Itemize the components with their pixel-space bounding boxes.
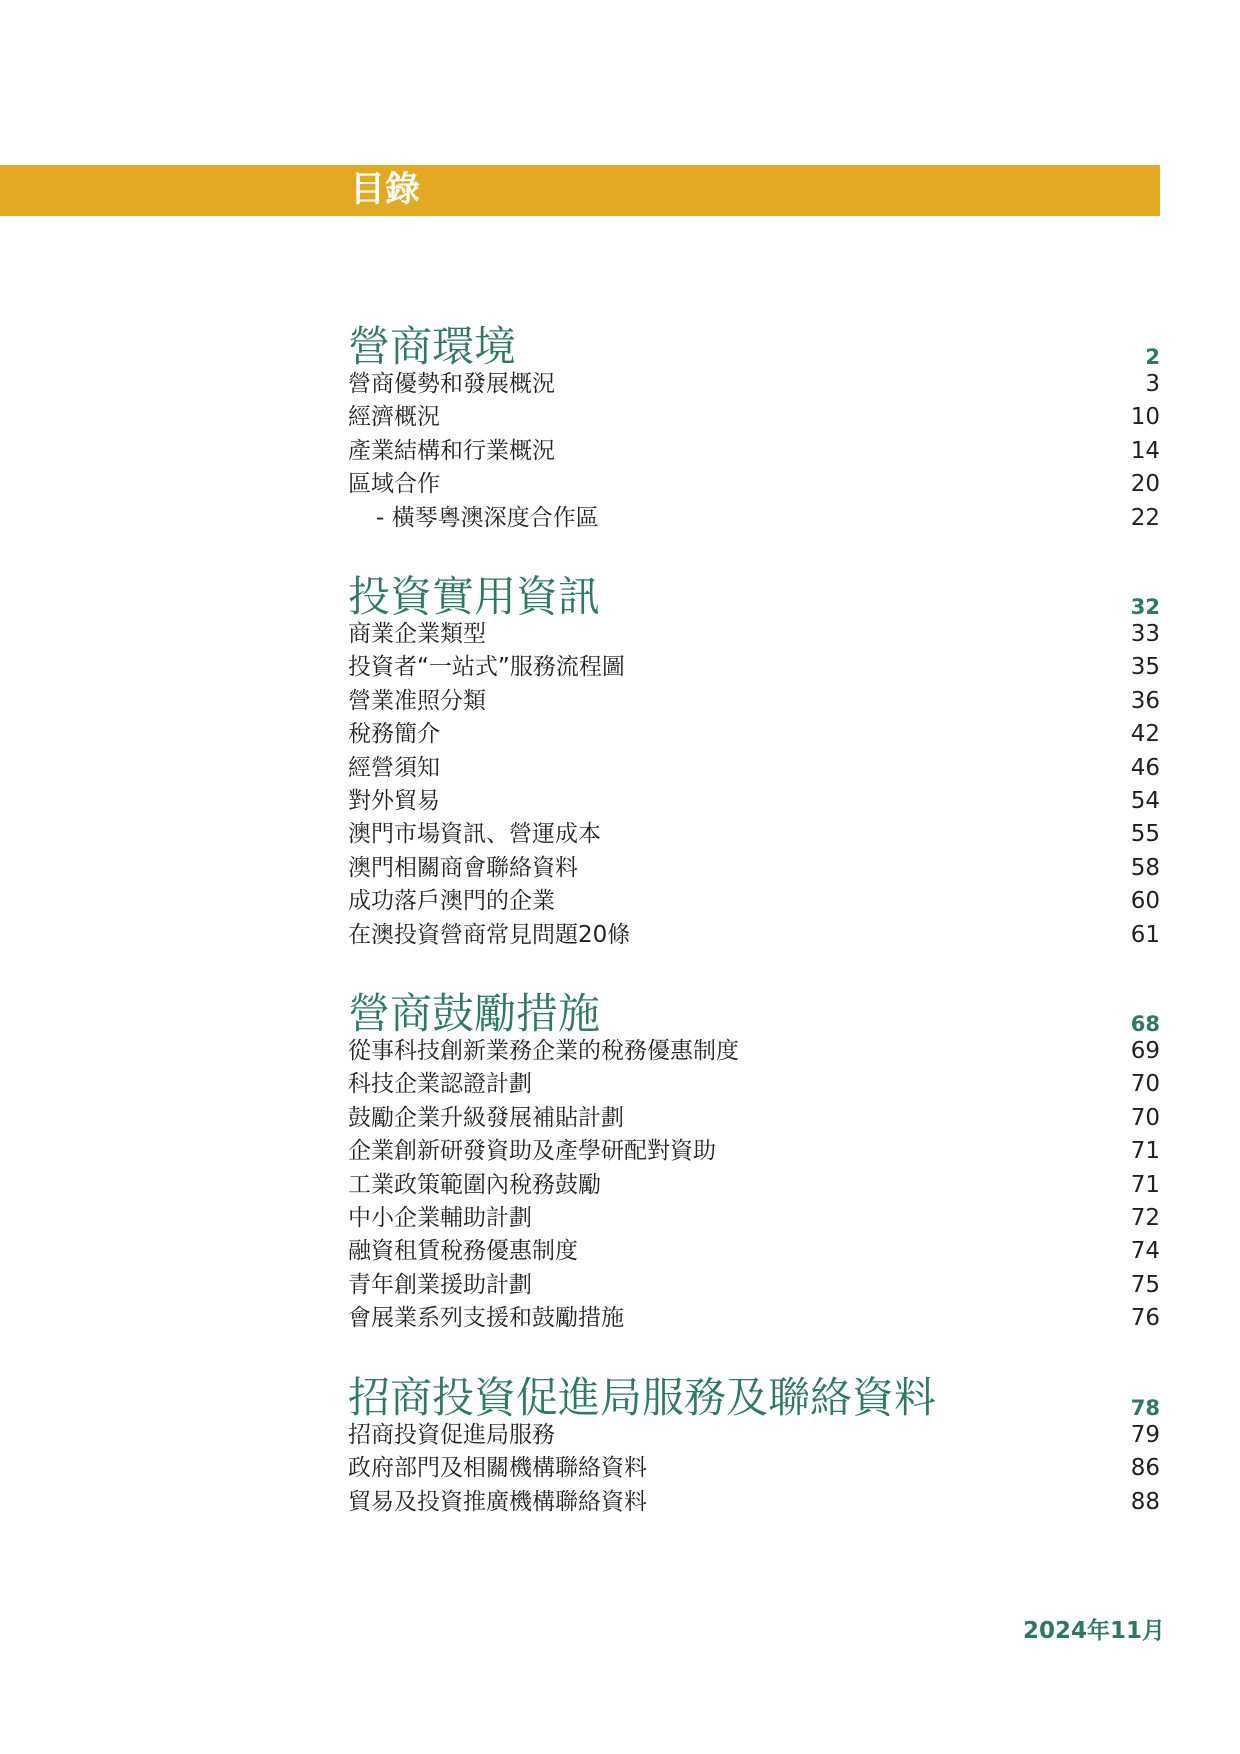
toc-item[interactable] [348,1035,1160,1068]
section-page-number: 78 [1130,1396,1160,1420]
toc-item-page: 71 [1130,1138,1160,1165]
toc-item-label: 政府部門及相關機構聯絡資料 [348,1455,647,1482]
toc-item-label: 澳門相關商會聯絡資料 [348,854,578,881]
toc-item-label: 商業企業類型 [348,621,486,647]
toc-item[interactable] [348,1169,1160,1202]
toc-section-3 [348,985,1160,1336]
toc-item[interactable] [348,1452,1160,1485]
toc-item-page: 35 [1130,654,1160,681]
section-heading[interactable] [348,318,1160,371]
toc-item[interactable] [348,435,1160,468]
toc-item-page: 55 [1130,821,1160,848]
toc-item-page: 72 [1130,1204,1160,1231]
toc-item[interactable] [348,651,1160,684]
toc-item[interactable] [348,1235,1160,1268]
toc-item[interactable] [348,1269,1160,1302]
section-page-number: 32 [1130,595,1160,619]
toc-item-label: 會展業系列支援和鼓勵措施 [348,1305,624,1332]
toc-item-label: 中小企業輔助計劃 [348,1204,532,1231]
toc-item-page: 46 [1130,754,1160,781]
toc-item[interactable] [348,818,1160,851]
toc-header-bar [0,165,1160,216]
toc-item-page: 36 [1130,687,1160,714]
toc-item-page: 79 [1130,1422,1160,1448]
toc-item-label: 營業准照分類 [348,687,486,714]
toc-item-page: 54 [1130,787,1160,814]
page-title: 目錄 [350,170,421,210]
toc-item[interactable] [348,885,1160,918]
publication-date: 2024年11月 [1022,1618,1165,1644]
toc-section-2 [348,568,1160,952]
toc-item-label: 鼓勵企業升級發展補貼計劃 [348,1104,624,1131]
toc-item-page: 58 [1130,854,1160,881]
toc-item-label: 從事科技創新業務企業的稅務優惠制度 [348,1038,739,1064]
toc-item[interactable] [348,1202,1160,1235]
toc-subitem[interactable] [348,502,1160,535]
toc-item-label: 科技企業認證計劃 [348,1071,532,1098]
toc-item-page: 86 [1130,1455,1160,1482]
toc-item-page: 22 [1130,504,1160,531]
toc-item-label: 投資者“一站式”服務流程圖 [348,654,625,681]
toc-item-label: 經營須知 [348,754,440,781]
toc-item-page: 74 [1130,1238,1160,1265]
toc-item[interactable] [348,1486,1160,1519]
toc-item-label: 青年創業援助計劃 [348,1271,532,1298]
toc-item-label: 企業創新研發資助及產學研配對資助 [348,1138,716,1165]
toc-item[interactable] [348,1419,1160,1452]
section-title: 招商投資促進局服務及聯絡資料 [348,1373,937,1422]
toc-item-label: 招商投資促進局服務 [348,1422,555,1448]
toc-item-page: 70 [1130,1071,1160,1098]
section-page-number: 2 [1145,345,1160,369]
toc-item-page: 20 [1130,471,1160,498]
toc-item[interactable] [348,685,1160,718]
toc-item[interactable] [348,1302,1160,1335]
toc-item-page: 3 [1145,371,1160,397]
toc-item-page: 71 [1130,1171,1160,1198]
toc-item-page: 69 [1130,1038,1160,1064]
toc-item-label: - 橫琴粵澳深度合作區 [376,504,599,531]
toc-item-page: 60 [1130,888,1160,915]
toc-item-label: 對外貿易 [348,787,440,814]
toc-item[interactable] [348,1135,1160,1168]
toc-item-page: 70 [1130,1104,1160,1131]
toc-item[interactable] [348,919,1160,952]
toc-item-label: 區域合作 [348,471,440,498]
toc-item-label: 工業政策範圍內稅務鼓勵 [348,1171,601,1198]
toc-item-page: 88 [1130,1488,1160,1515]
toc-item-label: 產業結構和行業概況 [348,437,555,464]
toc-item-label: 貿易及投資推廣機構聯絡資料 [348,1488,647,1515]
toc-item-label: 稅務簡介 [348,721,440,748]
section-heading[interactable] [348,985,1160,1038]
toc-section-1 [348,318,1160,535]
toc-item-page: 42 [1130,721,1160,748]
toc-item[interactable] [348,1102,1160,1135]
toc-section-4 [348,1369,1160,1519]
toc-item[interactable] [348,785,1160,818]
toc-item-page: 10 [1130,404,1160,431]
toc-item-page: 75 [1130,1271,1160,1298]
toc-item-page: 33 [1130,621,1160,647]
toc-item[interactable] [348,401,1160,434]
toc-item[interactable] [348,368,1160,401]
section-title: 營商環境 [348,322,517,371]
section-heading[interactable] [348,1369,1160,1422]
toc-item-label: 融資租賃稅務優惠制度 [348,1238,578,1265]
section-title: 投資實用資訊 [348,572,601,621]
toc-item-page: 61 [1130,921,1160,948]
toc-item[interactable] [348,1068,1160,1101]
toc-item-label: 經濟概況 [348,404,440,431]
toc-item-label: 澳門市場資訊、營運成本 [348,821,601,848]
toc-item[interactable] [348,468,1160,501]
toc-item[interactable] [348,752,1160,785]
toc-item-label: 在澳投資營商常見問題20條 [348,921,631,948]
toc-item-page: 76 [1130,1305,1160,1332]
toc-item-label: 成功落戶澳門的企業 [348,888,555,915]
toc-item[interactable] [348,718,1160,751]
section-page-number: 68 [1130,1012,1160,1036]
toc-item[interactable] [348,852,1160,885]
toc-item[interactable] [348,618,1160,651]
toc-item-label: 營商優勢和發展概況 [348,371,555,397]
toc-item-page: 14 [1130,437,1160,464]
section-heading[interactable] [348,568,1160,621]
section-title: 營商鼓勵措施 [348,989,601,1038]
